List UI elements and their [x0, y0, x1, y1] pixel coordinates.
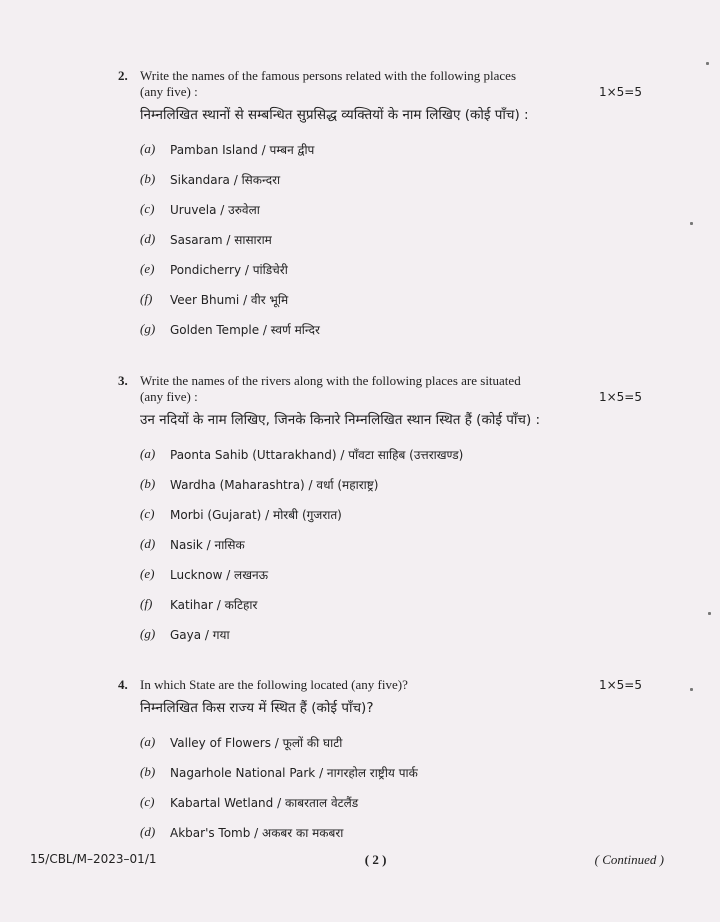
item-list [118, 439, 642, 649]
scan-speck [690, 222, 693, 225]
list-item [118, 529, 642, 559]
question-hindi: निम्नलिखित स्थानों से सम्बन्धित सुप्रसिद्ध व्यक्तियों के नाम लिखिए (कोई पाँच) : [140, 107, 529, 123]
list-item [118, 559, 642, 589]
question-hindi: उन नदियों के नाम लिखिए, जिनके किनारे निम्नलिखित स्थान स्थित हैं (कोई पाँच) : [140, 412, 541, 428]
item-label: (f) [140, 291, 153, 306]
item-label: (g) [140, 321, 156, 336]
question-text: In which State are the following located (any five)? [140, 677, 408, 692]
item-text: Lucknow / लखनऊ [170, 567, 269, 582]
item-label: (a) [140, 446, 156, 461]
list-item [118, 499, 642, 529]
list-item [118, 254, 642, 284]
list-item [118, 164, 642, 194]
question-text-cont: (any five) : [140, 84, 198, 99]
question-header [118, 373, 642, 389]
item-text: Kabartal Wetland / काबरताल वेटलैंड [170, 795, 359, 810]
scan-speck [706, 62, 709, 65]
list-item [118, 757, 642, 787]
list-item [118, 727, 642, 757]
item-text: Sikandara / सिकन्दरा [170, 172, 281, 187]
item-label: (e) [140, 261, 155, 276]
marks: 1×5=5 [598, 678, 642, 692]
question-number: 4. [118, 677, 128, 692]
page-number: ( 2 ) [364, 852, 387, 867]
item-text: Akbar's Tomb / अकबर का मकबरा [170, 825, 344, 840]
item-text: Nasik / नासिक [170, 537, 245, 552]
scan-speck [690, 688, 693, 691]
item-text: Uruvela / उरुवेला [170, 202, 260, 217]
item-text: Nagarhole National Park / नागरहोल राष्ट्रीय पार्क [170, 765, 418, 780]
list-item [118, 284, 642, 314]
item-label: (g) [140, 626, 156, 641]
item-list [118, 134, 642, 344]
question-title-wrap [118, 677, 408, 693]
item-text: Veer Bhumi / वीर भूमि [170, 292, 289, 307]
question-subline [118, 84, 642, 100]
list-item [118, 314, 642, 344]
item-text: Valley of Flowers / फूलों की घाटी [170, 735, 343, 750]
item-label: (a) [140, 734, 156, 749]
question-2 [118, 68, 642, 344]
page-footer [30, 852, 664, 868]
scan-speck [708, 612, 711, 615]
item-text: Golden Temple / स्वर्ण मन्दिर [170, 322, 320, 337]
question-number: 2. [118, 68, 128, 83]
item-label: (e) [140, 566, 155, 581]
list-item [118, 619, 642, 649]
item-label: (c) [140, 201, 155, 216]
item-text: Sasaram / सासाराम [170, 232, 272, 247]
list-item [118, 817, 642, 847]
item-label: (d) [140, 536, 156, 551]
continued-note: ( Continued ) [594, 852, 664, 867]
item-list [118, 727, 642, 847]
item-text: Pondicherry / पांडिचेरी [170, 262, 288, 277]
list-item [118, 194, 642, 224]
item-text: Katihar / कटिहार [170, 597, 258, 612]
item-label: (d) [140, 231, 156, 246]
item-label: (c) [140, 794, 155, 809]
list-item [118, 589, 642, 619]
paper-code: 15/CBL/M–2023–01/1 [30, 852, 157, 866]
list-item [118, 469, 642, 499]
item-text: Gaya / गया [170, 627, 230, 642]
item-label: (b) [140, 171, 156, 186]
item-label: (b) [140, 764, 156, 779]
question-number: 3. [118, 373, 128, 388]
question-header [118, 68, 642, 84]
question-text: Write the names of the famous persons related with the following places [140, 68, 517, 83]
item-text: Wardha (Maharashtra) / वर्धा (महाराष्ट्र) [170, 477, 379, 492]
question-header [118, 677, 642, 693]
question-subline [118, 389, 642, 405]
list-item [118, 787, 642, 817]
item-text: Pamban Island / पम्बन द्वीप [170, 142, 315, 157]
question-text: Write the names of the rivers along with the following places are situated [140, 373, 521, 388]
item-label: (c) [140, 506, 155, 521]
item-label: (b) [140, 476, 156, 491]
question-hindi: निम्नलिखित किस राज्य में स्थित हैं (कोई पाँच)? [140, 700, 374, 716]
item-label: (f) [140, 596, 153, 611]
question-text-cont: (any five) : [140, 389, 198, 404]
list-item [118, 134, 642, 164]
question-3 [118, 373, 642, 649]
list-item [118, 439, 642, 469]
item-text: Paonta Sahib (Uttarakhand) / पाँवटा साहिब (उत्तराखण्ड) [170, 447, 464, 462]
marks: 1×5=5 [598, 390, 642, 404]
item-label: (d) [140, 824, 156, 839]
item-text: Morbi (Gujarat) / मोरबी (गुजरात) [170, 507, 342, 522]
list-item [118, 224, 642, 254]
question-4 [118, 677, 642, 847]
marks: 1×5=5 [598, 85, 642, 99]
item-label: (a) [140, 141, 156, 156]
